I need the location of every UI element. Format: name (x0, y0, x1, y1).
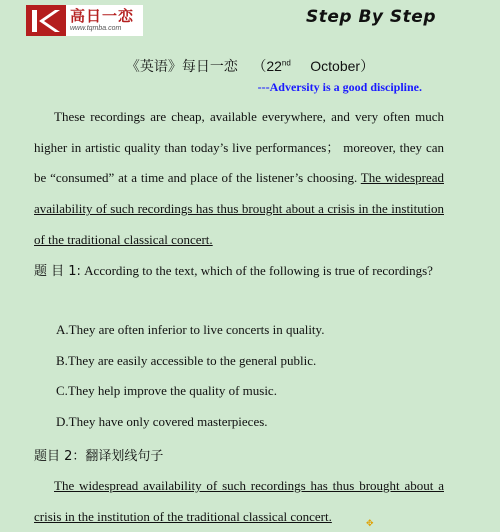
logo (26, 5, 143, 36)
question-1 (34, 256, 444, 288)
passage-text: These recordings are cheap, available everywhere, and very often much higher in artistic quality than today’s live performances； moreover, they can be “consumed” at a time and place of the listener’s choosing. (34, 109, 444, 186)
question-1-text: According to the text, which of the following is true of recordings? (80, 263, 433, 278)
logo-chinese-text: 高日一恋 (70, 7, 135, 25)
passage (34, 102, 444, 256)
title-prefix: 《英语》每日一恋 (125, 59, 238, 75)
title-month: October (310, 58, 361, 74)
anchor-icon: ✥ (366, 519, 374, 529)
logo-url: www.tqmba.com (70, 25, 122, 32)
option-b: B.They are easily accessible to the general public. (56, 353, 317, 368)
title-ordinal: nd (281, 58, 291, 68)
option-a: A.They are often inferior to live concerts in quality. (56, 322, 325, 337)
answer-sentence (34, 471, 444, 532)
question-1-label: 题 目 1: (34, 264, 81, 279)
title-date: （22nd October） (252, 58, 375, 74)
logo-mark-icon (26, 5, 66, 36)
brand-slogan: Step By Step (305, 7, 436, 27)
question-2-label: 题目 2：翻译划线句子 (34, 449, 164, 464)
title-day: 22 (266, 58, 282, 74)
option-c: C.They help improve the quality of music. (56, 383, 277, 398)
motto: ---Adversity is a good discipline. (257, 80, 422, 94)
passage-underlined-sentence: The widespread availability of such recordings has thus brought about a crisis in the institution of the traditional classical concert. (34, 170, 444, 247)
page-title (0, 56, 500, 76)
answer-sentence-text: The widespread availability of such recordings has thus brought about a crisis in the institution of the traditional classical concert. (34, 478, 444, 524)
option-d: D.They have only covered masterpieces. (56, 414, 268, 429)
